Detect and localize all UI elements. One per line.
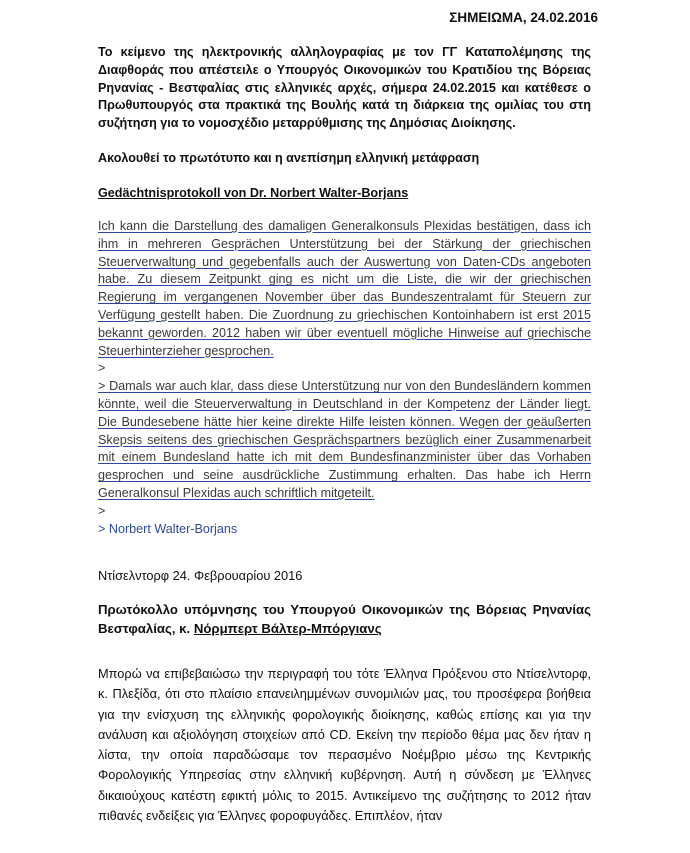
greek-title-text: Πρωτόκολλο υπόμνησης του Υπουργού Οικονομικών της Βόρειας Ρηνανίας Βεστφαλίας, κ.	[98, 602, 591, 636]
greek-protocol-title	[98, 600, 591, 638]
german-protocol-title	[98, 185, 591, 203]
greek-translation-body: Μπορώ να επιβεβαιώσω την περιγραφή του τότε Έλληνα Πρόξενου στο Ντίσελντορφ, κ. Πλεξίδα, ότι στο πλαίσιο επανειλημμένων συνομιλιών μας, του προσέφερα βοήθεια για την ενίσχυση της ελληνικής φορολογικής διοίκησης, καθώς επίσης και για την ανάλυση και αξιολόγηση στοιχείων από CD. Εκείνη την περίοδο θέμα μας δεν ήταν η λίστα, την οποία παραδώσαμε τον περασμένο Νοέμβριο μέσω της Κεντρικής Φορολογικής Υπηρεσίας στην ελληνική κυβέρνηση. Αυτή η σύνδεση με Έλληνες δικαιούχους κατέστη εφικτή μόλις το 2015. Αντικείμενο της συζήτησης το 2012 ήταν πιθανές ενδείξεις για Έλληνες φοροφυγάδες. Επιπλέον, ήταν	[98, 666, 591, 824]
german-signature: > Norbert Walter-Borjans	[98, 521, 238, 536]
german-paragraph-2: > Damals war auch klar, dass diese Unterstützung nur von den Bundesländern kommen könnte, weil die Steuerverwaltung in Deutschland in der Kompetenz der Länder liegt. Die Bundesebene hätte hier keine direkte Hilfe leisten können. Wegen der geäußerten Skepsis seitens des griechischen Gesprächspartners bezüglich einer Zusammenarbeit mit einem Bundesland hatte ich mit dem Bundesfinanzminister über das Vorhaben gesprochen und seine ausdrückliche Zustimmung erhalten. Das habe ich Herrn Generalkonsul Plexidas auch schriftlich mitgeteilt.	[98, 379, 591, 500]
intro-paragraph: Το κείμενο της ηλεκτρονικής αλληλογραφίας με τον ΓΓ Καταπολέμησης της Διαφθοράς που απέστειλε ο Υπουργός Οικονομικών του Κρατιδίου της Βόρειας Ρηνανίας - Βεστφαλίας στις ελληνικές αρχές, σήμερα 24.02.2015 και κατέθεσε ο Πρωθυπουργός στα πρακτικά της Βουλής κατά τη διάρκεια της ομιλίας του στη συζήτηση για το νομοσχέδιο μεταρρύθμισης της Δημόσιας Διοίκησης.	[98, 45, 591, 131]
translation-note: Ακολουθεί το πρωτότυπο και η ανεπίσημη ελληνική μετάφραση	[98, 151, 480, 165]
note-date: ΣΗΜΕΙΩΜΑ, 24.02.2016	[449, 10, 598, 25]
greek-dateline: Ντίσελντορφ 24. Φεβρουαρίου 2016	[98, 568, 303, 583]
german-letter	[98, 218, 591, 538]
german-paragraph-1: Ich kann die Darstellung des damaligen Generalkonsuls Plexidas bestätigen, dass ich ihm in mehreren Gesprächen Unterstützung bei der Stärkung der griechischen Steuerverwaltung und gegebenfalls auch der Auswertung von Daten-CDs angeboten habe. Zu diesem Zeitpunkt ging es nicht um die Liste, die wir der griechischen Regierung im vergangenen November über das Bundeszentralamt für Steuern zur Verfügung gestellt haben. Die Zuordnung zu griechischen Kontoinhabern ist erst 2015 bekannt geworden. 2012 haben wir über eventuell mögliche Hinweise auf griechische Steuerhinterzieher gesprochen.	[98, 219, 591, 358]
greek-title-name: Νόρμπερτ Βάλτερ-Μπόργιανς	[193, 621, 382, 636]
german-title-text: Gedächtnisprotokoll von Dr. Norbert Walter-Borjans	[98, 186, 409, 200]
quote-marker-2: >	[98, 503, 106, 518]
quote-marker-1: >	[98, 361, 106, 376]
